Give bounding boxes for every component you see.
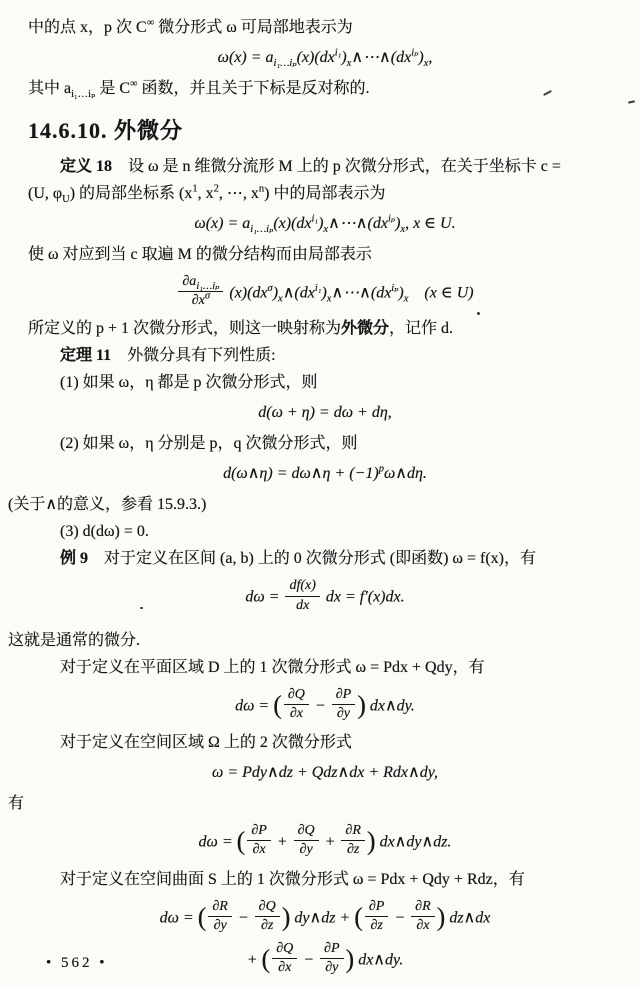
body-line-antisymmetric: 其中 $a_{i_1\dots i_p}$ 是 C∞ 函数，并且关于下标是反对称的. (28, 78, 370, 101)
formula-3d-curl-line-2: + ( $\frac{\partial Q}{\partial x}$ − $\frac{\partial P}{\partial y}$ ) dx∧dy. (246, 940, 404, 976)
paragraph-space-region: 对于定义在空间区域 Ω 上的 2 次微分形式 (60, 734, 352, 752)
section-heading: 14.6.10. 外微分 (28, 118, 184, 143)
formula-2-form: ω = Pdy∧dz + Qdz∧dx + Rdx∧dy, (212, 764, 438, 782)
formula-omega-local-representation: $\omega(x) = a_{i_1\dots i_p}(x)(dx^{i_1})_x\wedge\cdots\wedge(dx^{i_p})_x$, (217, 47, 433, 70)
property-3-line: (3) d(dω) = 0. (60, 523, 149, 541)
property-2-line: (2) 如果 ω，η 分别是 p，q 次微分形式，则 (60, 435, 358, 453)
page-number: • 562 • (46, 955, 108, 971)
scan-speck (628, 100, 635, 103)
example-9-line: 例 9 对于定义在区间 (a, b) 上的 0 次微分形式 (即函数) ω = f(x)，有 (60, 550, 536, 568)
formula-leibniz-rule: d(ω∧η) = dω∧η + $(-1)^p\omega\wedge d\eta$. (223, 464, 427, 483)
formula-divergence: dω = ( $\frac{\partial P}{\partial x}$ + $\frac{\partial Q}{\partial y}$ + $\frac{\partial R}{\partial z}$ ) dx∧dy∧dz. (198, 823, 452, 858)
property-1-line: (1) 如果 ω，η 都是 p 次微分形式，则 (60, 374, 318, 392)
formula-2d-curl: dω = ( $\frac{\partial Q}{\partial x}$ − $\frac{\partial P}{\partial y}$ ) dx∧dy. (235, 686, 415, 721)
body-line-intro: 中的点 x，p 次 C∞ 微分形式 ω 可局部地表示为 (28, 17, 353, 36)
formula-differential-of-function: dω = $\frac{df(x)}{dx}$ dx = f′(x)dx. (245, 578, 405, 613)
paragraph-space-surface: 对于定义在空间曲面 S 上的 1 次微分形式 ω = Pdx + Qdy + Rdz，有 (60, 870, 525, 888)
theorem-11-line: 定理 11 外微分具有下列性质: (60, 347, 276, 365)
body-line-exterior-differential-named: 所定义的 p + 1 次微分形式，则这一映射称为外微分，记作 d. (28, 320, 454, 338)
formula-omega-local-coords: $\omega(x) = a_{i_1\dots i_p}(x)(dx^{i_1})_x\wedge\cdots\wedge(dx^{i_p})_x$, x ∈ U. (194, 213, 456, 236)
scan-speck (477, 312, 480, 315)
definition-18-line-2: (U, $\varphi_U$) 的局部坐标系 ($x^1$, $x^2$, ⋯, $x^n$) 中的局部表示为 (28, 183, 386, 206)
formula-additivity: d(ω + η) = dω + dη, (258, 404, 392, 422)
formula-partial-derivative: $\frac{\partial a_{i_1\dots i_p}}{\partial x^\sigma}$ $(x)(dx^\sigma)_x\wedge(dx^{i_1})_x\wedge\cdots\wedge(dx^{i_p})_x$ (x ∈ U) (28, 273, 622, 310)
scan-speck (140, 607, 143, 609)
body-line-correspondence: 使 ω 对应到当 c 取遍 M 的微分结构而由局部表示 (28, 246, 372, 263)
body-line-you: 有 (8, 795, 25, 813)
paragraph-plane-region: 对于定义在平面区域 D 上的 1 次微分形式 ω = Pdx + Qdy，有 (60, 658, 485, 676)
formula-3d-curl-line-1: dω = ( $\frac{\partial R}{\partial y}$ − $\frac{\partial Q}{\partial z}$ ) dy∧dz + ( $\frac{\partial P}{\partial z}$ − $\frac{\partial R}{\partial x}$ ) dz∧dx (159, 898, 491, 933)
wedge-meaning-note: (关于∧的意义，参看 15.9.3.) (8, 496, 207, 514)
body-line-usual-differential: 这就是通常的微分. (8, 631, 141, 649)
definition-18-line-1: 定义 18 设 ω 是 n 维微分流形 M 上的 p 次微分形式，在关于坐标卡 c = (60, 158, 561, 175)
